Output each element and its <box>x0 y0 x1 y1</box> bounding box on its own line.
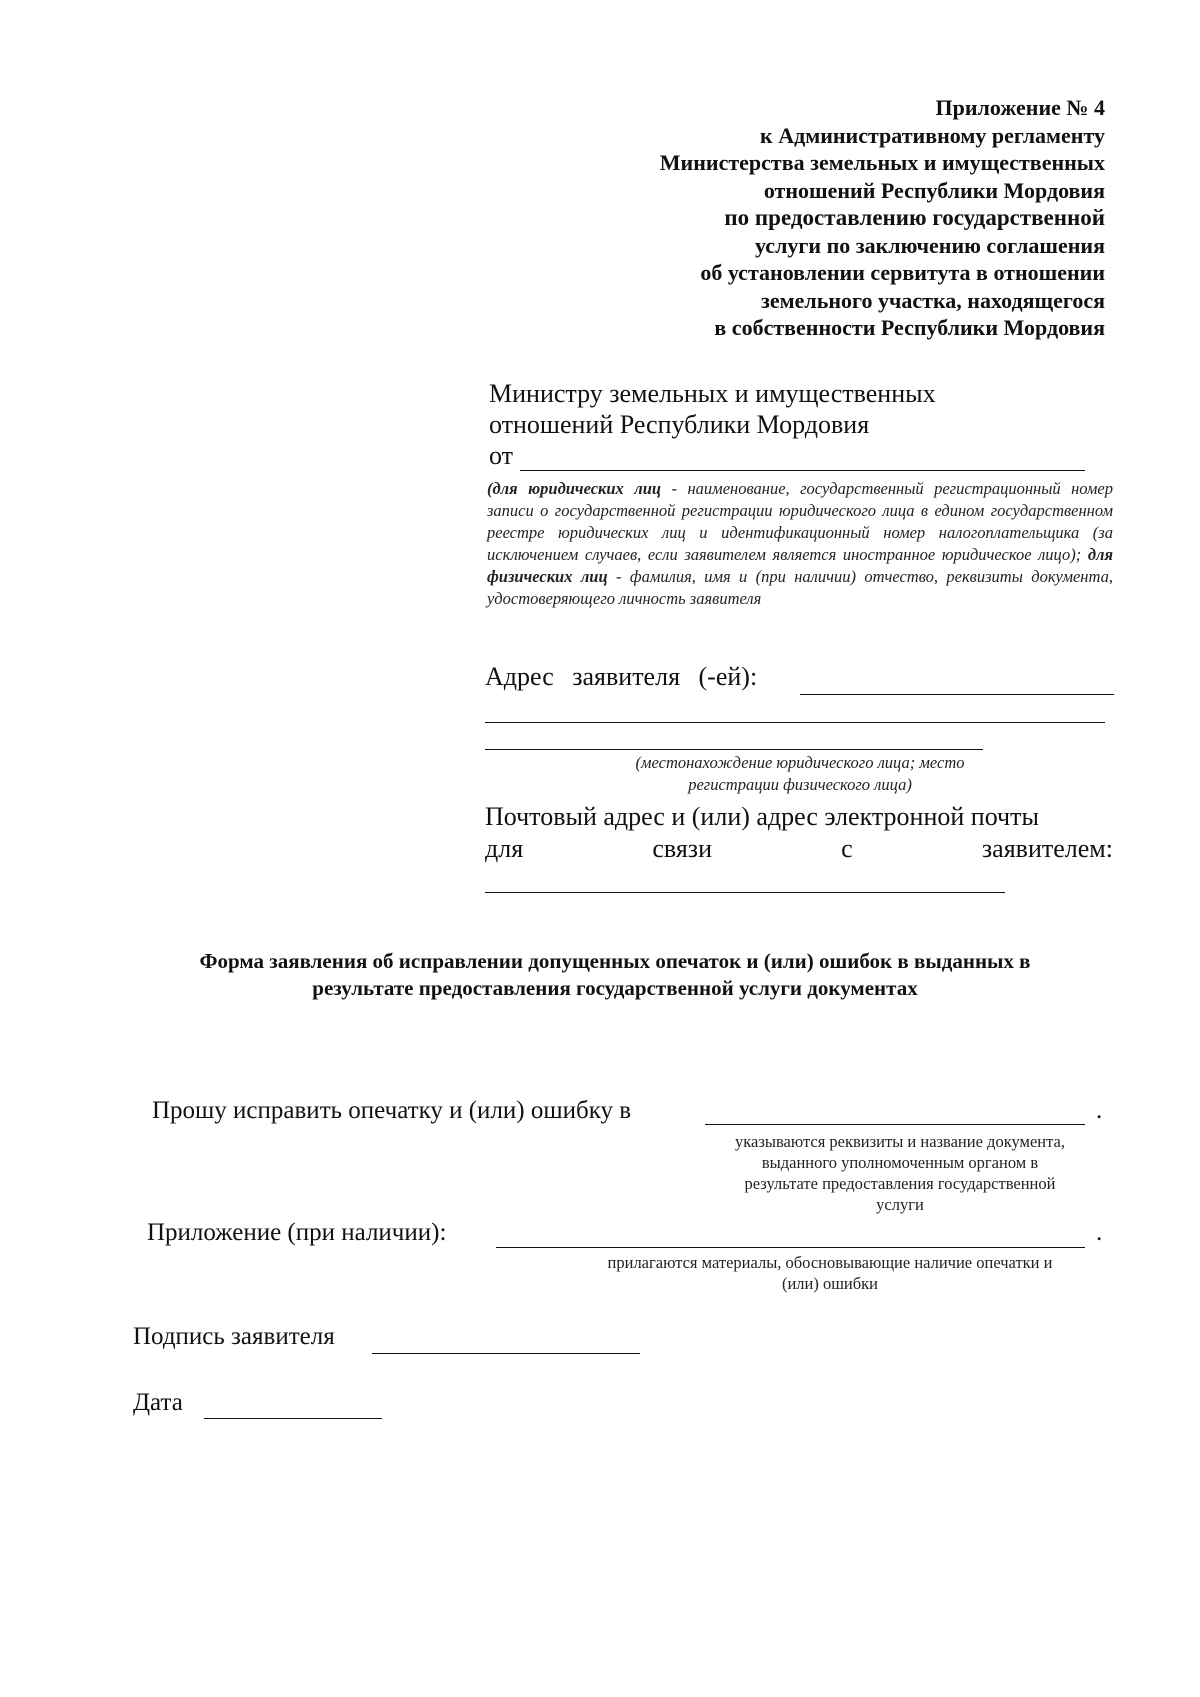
request-hint-line: результате предоставления государственной <box>744 1174 1056 1193</box>
postal-label-line-2 <box>485 834 1113 864</box>
request-label: Прошу исправить опечатку и (или) ошибку в <box>152 1097 632 1124</box>
appendix-line: Министерства земельных и имущественных <box>659 150 1105 175</box>
addressee-line-2: отношений Республики Мордовия <box>489 410 870 439</box>
form-title-line-2: результате предоставления государственной услуги документах <box>312 976 918 1000</box>
from-field-line[interactable] <box>520 470 1085 471</box>
postal-label: Почтовый адрес и (или) адрес электронной почты <box>485 802 1039 831</box>
addressee-block <box>489 378 936 440</box>
address-hint-line-2: регистрации физического лица) <box>688 775 912 794</box>
postal-word: с <box>841 834 853 863</box>
attachment-hint-line: (или) ошибки <box>781 1274 879 1293</box>
appendix-header <box>660 94 1105 342</box>
date-label: Дата <box>133 1389 183 1416</box>
address-hint <box>560 752 1040 796</box>
note-physical-label: для физических лиц <box>487 545 1113 586</box>
from-label: от <box>489 441 514 470</box>
appendix-line: земельного участка, находящегося <box>761 287 1105 313</box>
postal-word: для <box>485 834 524 863</box>
form-title <box>120 948 1110 1002</box>
applicant-note <box>487 478 1113 610</box>
request-hint <box>690 1131 1110 1215</box>
note-physical-text: - фамилия, имя и (при наличии) отчество, реквизиты документа, удостоверяющего личность заявителя <box>487 567 1113 608</box>
attachment-end-dot: . <box>1096 1219 1103 1246</box>
address-field-line-1[interactable] <box>800 694 1114 695</box>
appendix-line: услуги по заключению соглашения <box>754 232 1105 258</box>
note-legal-label: (для юридических лиц <box>487 479 662 498</box>
request-hint-line: услуги <box>876 1195 924 1214</box>
note-legal-text: - наименование, государственный регистрационный номер записи о государственной регистрации юридического лица в едином государственном реестре юридических лиц и идентификационный номер налогоплательщика (за исключением случаев, если заявителем является иностранное юридическое лицо); <box>487 479 1113 564</box>
attachment-hint <box>550 1252 1110 1294</box>
appendix-line: к Административному регламенту <box>760 122 1105 148</box>
address-field-line-3[interactable] <box>485 749 983 750</box>
request-hint-line: указываются реквизиты и название документа, <box>735 1132 1065 1151</box>
address-hint-line-1: (местонахождение юридического лица; место <box>635 753 965 772</box>
appendix-line: об установлении сервитута в отношении <box>700 260 1105 285</box>
attachment-hint-line: прилагаются материалы, обосновывающие наличие опечатки и <box>607 1253 1053 1272</box>
signature-label: Подпись заявителя <box>133 1323 335 1350</box>
form-title-line-1: Форма заявления об исправлении допущенных опечаток и (или) ошибок в выданных в <box>199 949 1031 973</box>
appendix-line: Приложение № 4 <box>935 95 1105 120</box>
appendix-line: по предоставлению государственной <box>724 205 1105 230</box>
attachment-field-line[interactable] <box>496 1247 1085 1248</box>
postal-word: связи <box>652 834 712 863</box>
attachment-label: Приложение (при наличии): <box>147 1219 447 1246</box>
appendix-line: отношений Республики Мордовия <box>763 177 1105 203</box>
appendix-line: в собственности Республики Мордовия <box>714 315 1105 340</box>
request-end-dot: . <box>1096 1097 1103 1124</box>
address-field-line-2[interactable] <box>485 722 1105 723</box>
postal-word: заявителем: <box>981 834 1113 863</box>
request-field-line[interactable] <box>705 1124 1085 1125</box>
addressee-line-1: Министру земельных и имущественных <box>489 379 936 408</box>
signature-field-line[interactable] <box>372 1353 640 1354</box>
request-hint-line: выданного уполномоченным органом в <box>761 1153 1039 1172</box>
date-field-line[interactable] <box>204 1418 382 1419</box>
postal-field-line[interactable] <box>485 892 1005 893</box>
address-label: Адрес заявителя (-ей): <box>485 662 758 691</box>
